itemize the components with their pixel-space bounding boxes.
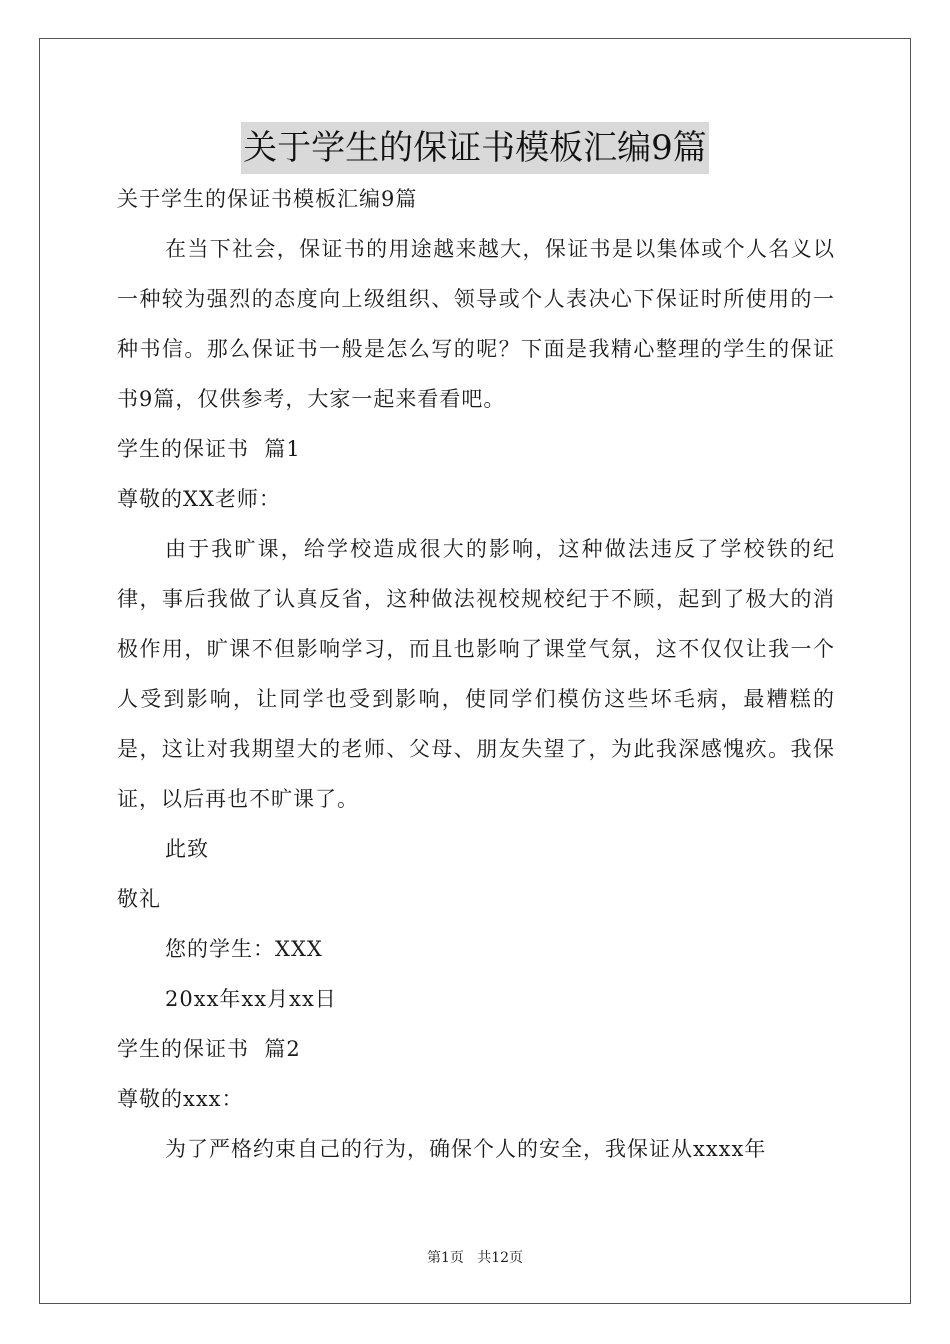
page-footer (0, 1247, 950, 1267)
intro-paragraph: 在当下社会，保证书的用途越来越大，保证书是以集体或个人名义以一种较为强烈的态度向上级组织、领导或个人表决心下保证时所使用的一种书信。那么保证书一般是怎么写的呢？下面是我精心整理的学生的保证书9篇，仅供参考，大家一起来看看吧。 (117, 237, 835, 411)
section-1-closing-2: 敬礼 (117, 887, 161, 911)
section-2-salutation: 尊敬的xxx： (117, 1087, 244, 1111)
document-body (117, 174, 835, 1174)
section-1-closing-1: 此致 (165, 837, 209, 861)
section-1-body: 由于我旷课，给学校造成很大的影响，这种做法违反了学校铁的纪律，事后我做了认真反省，这种做法视校规校纪于不顾，起到了极大的消极作用，旷课不但影响学习，而且也影响了课堂气氛，这不仅仅让我一个人受到影响，让同学也受到影响，使同学们模仿这些坏毛病，最糟糕的是，这让对我期望大的老师、父母、朋友失望了，为此我深感愧疚。我保证，以后再也不旷课了。 (117, 537, 835, 811)
section-1-heading: 学生的保证书 篇1 (117, 437, 301, 461)
document-subtitle: 关于学生的保证书模板汇编9篇 (117, 187, 418, 211)
title-container (0, 122, 950, 174)
section-1-date: 20xx年xx月xx日 (165, 987, 337, 1011)
page-number: 第1页 共12页 (426, 1250, 524, 1266)
section-2-heading: 学生的保证书 篇2 (117, 1037, 301, 1061)
section-2-body: 为了严格约束自己的行为，确保个人的安全，我保证从xxxx年 (165, 1137, 767, 1161)
section-1-salutation: 尊敬的XX老师： (117, 487, 281, 511)
section-1-signature: 您的学生：XXX (165, 937, 323, 961)
document-title: 关于学生的保证书模板汇编9篇 (241, 122, 709, 174)
